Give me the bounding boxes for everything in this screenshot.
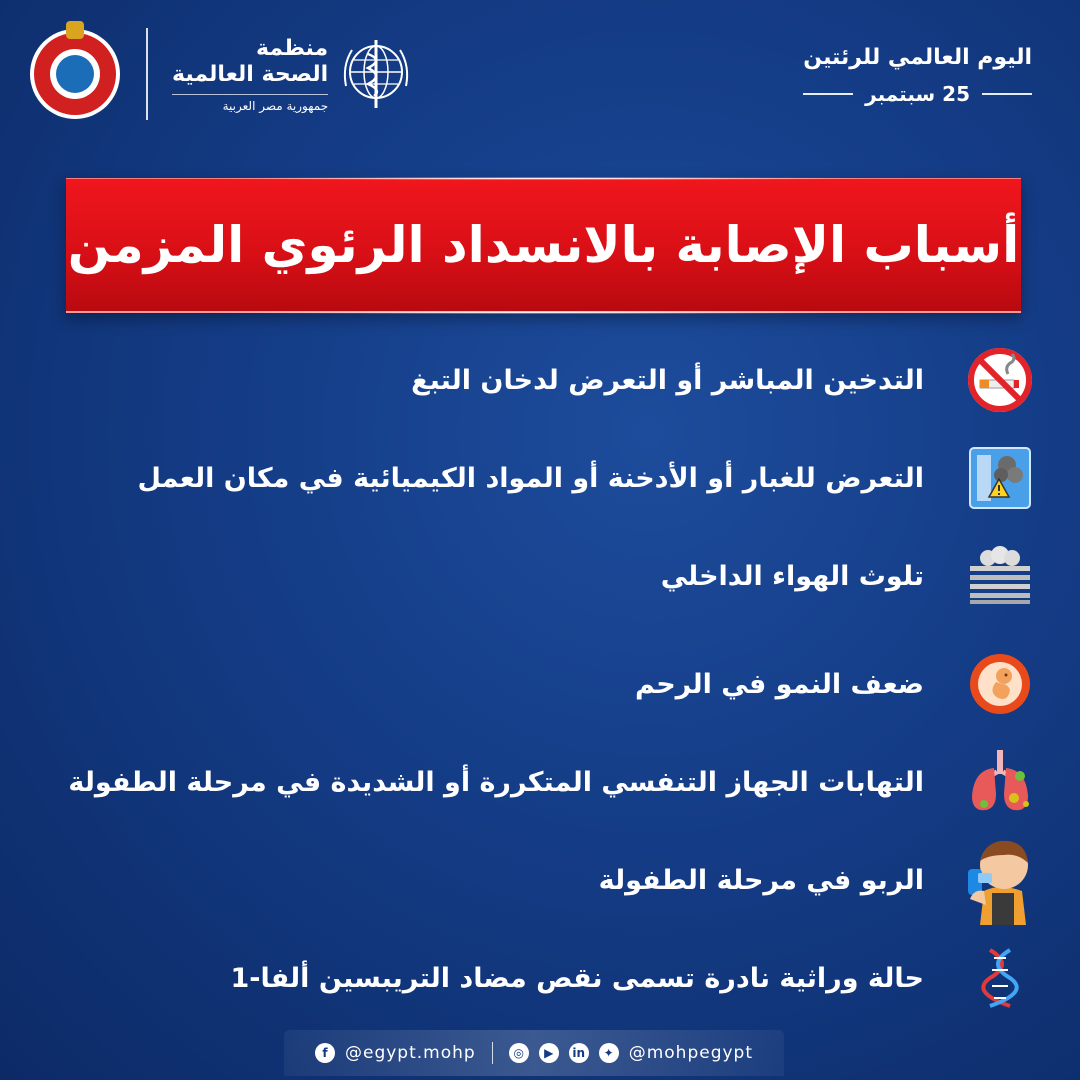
cause-label: تلوث الهواء الداخلي	[660, 560, 924, 592]
date-line-left	[803, 93, 853, 95]
event-title: اليوم العالمي للرئتين	[803, 45, 1032, 70]
twitter-icon[interactable]: ✦	[599, 1043, 619, 1063]
social-handle[interactable]: @mohpegypt	[628, 1043, 753, 1063]
youtube-icon[interactable]: ▶	[539, 1043, 559, 1063]
child-inhaler-icon	[964, 844, 1036, 916]
who-country: جمهورية مصر العربية	[172, 94, 328, 113]
dna-icon	[964, 942, 1036, 1014]
list-item	[36, 438, 1036, 518]
infected-lungs-icon	[964, 746, 1036, 818]
instagram-icon[interactable]: ◎	[509, 1043, 529, 1063]
footer-divider	[492, 1042, 493, 1064]
list-item	[36, 644, 1036, 724]
title-banner	[66, 178, 1021, 313]
air-pollution-icon	[964, 540, 1036, 612]
cause-label: التدخين المباشر أو التعرض لدخان التبغ	[411, 364, 924, 396]
logo-area	[30, 28, 414, 120]
cause-label: ضعف النمو في الرحم	[635, 668, 924, 700]
no-smoking-icon	[964, 344, 1036, 416]
linkedin-icon[interactable]: in	[569, 1043, 589, 1063]
list-item	[36, 742, 1036, 822]
date-line-right	[982, 93, 1032, 95]
fetus-womb-icon	[964, 648, 1036, 720]
facebook-handle[interactable]: @egypt.mohp	[345, 1043, 476, 1063]
chemical-hazard-icon	[964, 442, 1036, 514]
event-date-row	[803, 82, 1032, 106]
list-item	[36, 938, 1036, 1018]
facebook-icon[interactable]: f	[315, 1043, 335, 1063]
cause-label: التعرض للغبار أو الأدخنة أو المواد الكيميائية في مكان العمل	[137, 462, 924, 494]
cause-label: التهابات الجهاز التنفسي المتكررة أو الشديدة في مرحلة الطفولة	[68, 766, 924, 798]
cause-label: حالة وراثية نادرة تسمى نقص مضاد التريبسين ألفا-1	[230, 962, 924, 994]
list-item	[36, 340, 1036, 420]
who-logo	[172, 36, 414, 113]
event-date: 25 سبتمبر	[865, 82, 970, 106]
who-emblem-icon	[338, 36, 414, 112]
page-title: أسباب الإصابة بالانسداد الرئوي المزمن	[67, 216, 1020, 274]
event-info	[803, 44, 1032, 106]
ministry-of-health-logo	[30, 29, 120, 119]
who-name-line1: منظمة	[256, 35, 329, 61]
list-item	[36, 536, 1036, 616]
logo-divider	[146, 28, 148, 120]
list-item	[36, 840, 1036, 920]
who-name-line2: الصحة العالمية	[172, 61, 329, 87]
cause-label: الربو في مرحلة الطفولة	[598, 864, 924, 896]
social-footer	[284, 1030, 784, 1076]
